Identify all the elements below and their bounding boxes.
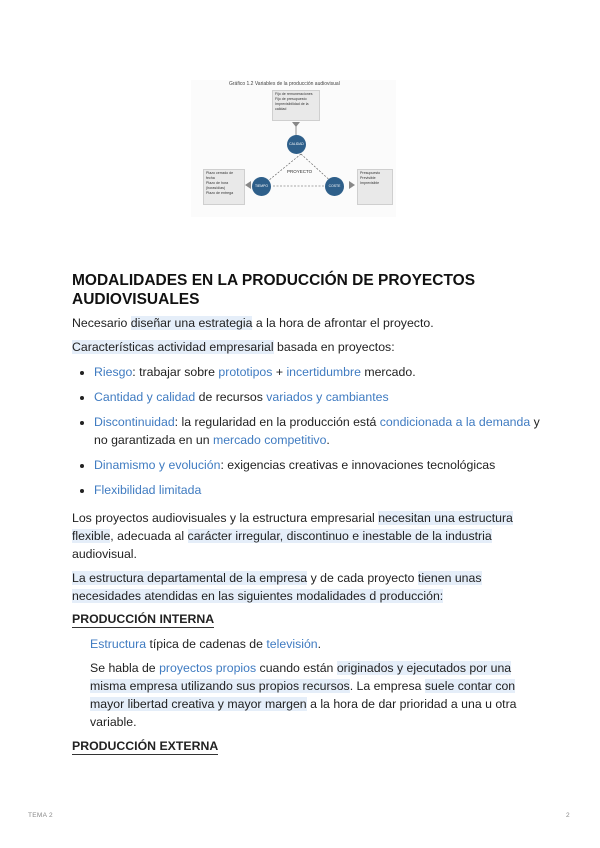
- left-box-line: Plazo de hora (horas/días): [206, 181, 229, 190]
- left-box-line: Plazo cerrado de fecha: [206, 171, 234, 180]
- subheading-external: PRODUCCIÓN EXTERNA: [72, 739, 219, 753]
- footer-page-number: 2: [566, 812, 570, 819]
- paragraph-departmental: La estructura departamental de la empresa y de cada proyecto tienen unas necesidades atendidas en las siguientes modalidades d producción:: [72, 571, 482, 603]
- list-item: • Discontinuidad: la regularidad en la producción está condicionada a la demanda y no garantizada en un mercado competitivo.: [94, 413, 554, 449]
- list-item: • Riesgo: trabajar sobre prototipos + incertidumbre mercado.: [94, 363, 554, 381]
- node-calidad: CALIDAD: [287, 135, 306, 154]
- list-item: • Dinamismo y evolución: exigencias creativas e innovaciones tecnológicas: [94, 456, 554, 474]
- left-box-line: Plazo de entrega: [206, 191, 234, 195]
- right-box-line: Presupuesto: [360, 171, 381, 175]
- top-box-line: Fijo de presupuesto: [275, 97, 307, 101]
- characteristics-list: [72, 363, 554, 506]
- subheading-internal: PRODUCCIÓN INTERNA: [72, 612, 215, 626]
- right-box-line: Imprevisible: [360, 181, 380, 185]
- top-box: [272, 90, 320, 121]
- figure-title: Gráfico 1.2 Variables de la producción audiovisual: [229, 81, 340, 87]
- paragraph-flexible-structure: Los proyectos audiovisuales y la estructura empresarial necesitan una estructura flexible, adecuada al carácter irregular, discontinuo e inestable de la industria audiovisual.: [72, 511, 513, 561]
- right-box: [357, 169, 393, 205]
- footer-chapter: TEMA 2: [28, 812, 53, 819]
- node-tiempo: TIEMPO: [252, 177, 271, 196]
- right-box-line: Previsible: [360, 176, 376, 180]
- left-box: [203, 169, 245, 205]
- diagram-figure: [191, 80, 396, 217]
- paragraph-internal-structure: Estructura típica de cadenas de televisión.: [90, 637, 322, 651]
- list-item: • Cantidad y calidad de recursos variados y cambiantes: [94, 388, 554, 406]
- node-coste: COSTE: [325, 177, 344, 196]
- top-box-line: Imprevisibilidad de la calidad: [275, 102, 309, 111]
- paragraph-characteristics: Características actividad empresarial basada en proyectos:: [72, 340, 395, 354]
- top-box-line: Fijo de remuneraciones: [275, 92, 313, 96]
- paragraph-strategy: Necesario diseñar una estrategia a la hora de afrontar el proyecto.: [72, 316, 434, 330]
- paragraph-own-projects: Se habla de proyectos propios cuando están originados y ejecutados por una misma empresa utilizando sus propios recursos. La empresa suele contar con mayor libertad creativa y mayor margen a la hora de dar prioridad a una u otra variable.: [90, 661, 517, 729]
- section-heading: MODALIDADES EN LA PRODUCCIÓN DE PROYECTOS AUDIOVISUALES: [72, 272, 476, 308]
- list-item: • Flexibilidad limitada: [94, 481, 554, 499]
- center-label: PROYECTO: [287, 169, 313, 174]
